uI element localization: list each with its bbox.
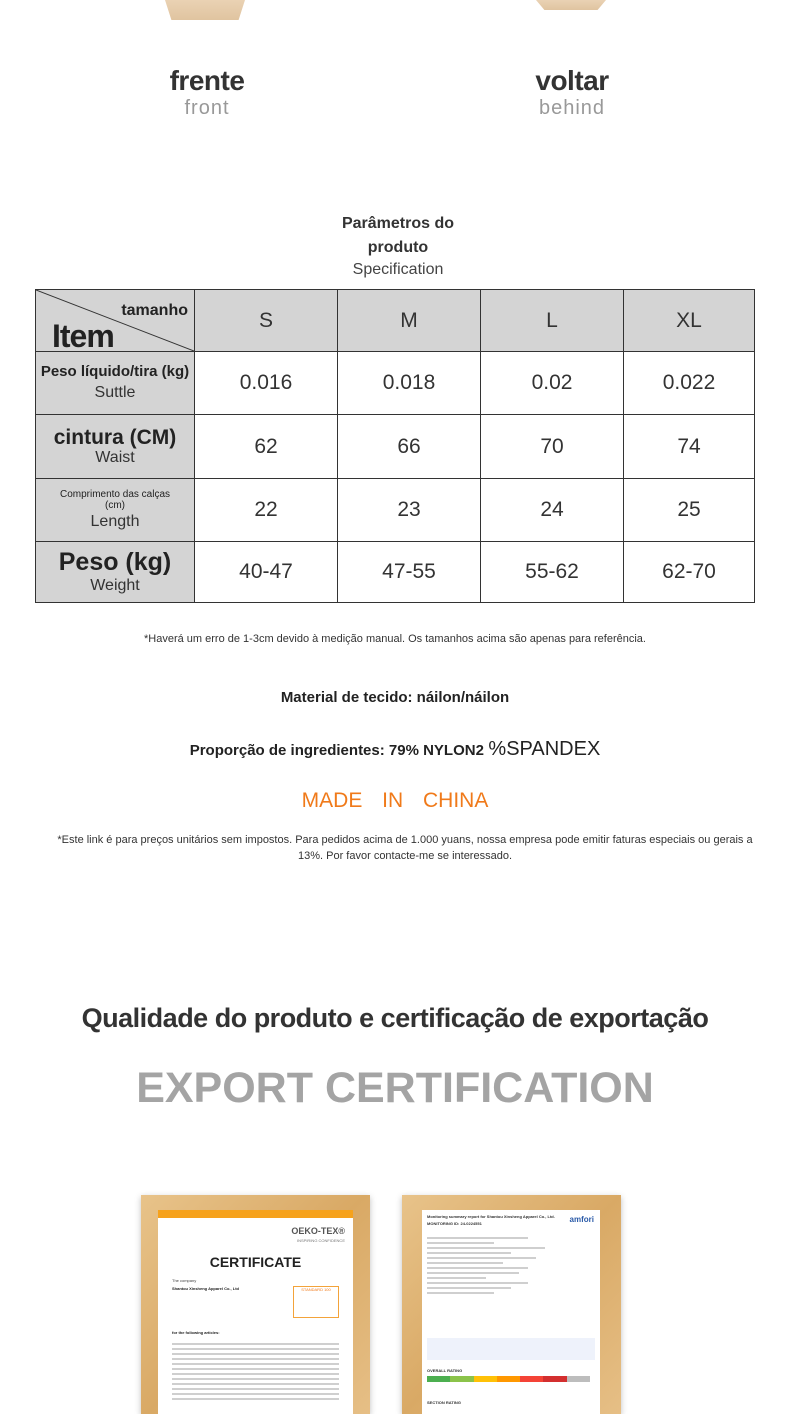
table-cell: 24	[481, 479, 624, 542]
certificate-heading: CERTIFICATE	[209, 1254, 302, 1270]
oekotex-brand: OEKO-TEX®	[291, 1226, 345, 1236]
row-label-waist	[36, 415, 195, 479]
proportion-line	[0, 738, 790, 761]
report-id: MONITORING ID: 24-0224551	[427, 1221, 482, 1226]
table-cell: 62-70	[624, 542, 755, 603]
proportion-en: %SPANDEX	[488, 738, 601, 760]
table-cell: 0.02	[481, 352, 624, 415]
table-row	[36, 542, 755, 603]
row-label-pt: cintura (CM)	[53, 426, 177, 450]
size-header-s: S	[195, 290, 338, 352]
standard-100-badge	[293, 1286, 339, 1318]
rating-scale	[427, 1376, 590, 1382]
oekotex-tagline: INSPIRING CONFIDENCE	[296, 1238, 345, 1243]
size-header-l: L	[481, 290, 624, 352]
report-notice	[427, 1338, 595, 1360]
row-label-pt: Peso líquido/tira (kg)	[40, 362, 190, 380]
invoice-note: *Este link é para preços unitários sem impostos. Para pedidos acima de 1.000 yuans, nossa empresa pode emitir faturas especiais ou gerais a 13%. Por favor contacte-me se interessado.	[57, 834, 753, 862]
back-product-image	[536, 0, 606, 10]
spec-title-pt-1: Parâmetros do	[341, 215, 455, 232]
standard-label: STANDARD 100	[301, 1287, 331, 1292]
table-cell: 23	[338, 479, 481, 542]
back-view-main: voltar	[535, 65, 609, 96]
certificate-body-text	[172, 1340, 339, 1403]
size-table	[35, 289, 755, 603]
export-certification-title: EXPORT CERTIFICATION	[136, 1064, 654, 1112]
section-rating-label: SECTION RATING	[427, 1400, 461, 1405]
certificate-frame-amfori	[402, 1195, 621, 1414]
table-cell: 0.016	[195, 352, 338, 415]
size-header-xl: XL	[624, 290, 755, 352]
row-label-en: Suttle	[94, 384, 136, 402]
row-label-suttle	[36, 352, 195, 415]
size-header-row	[36, 290, 755, 352]
amfori-brand: amfori	[569, 1215, 594, 1224]
corner-cell	[36, 290, 195, 352]
front-view-label	[107, 66, 307, 120]
certificate-paper	[158, 1210, 353, 1414]
row-label-pt: Comprimento das calças (cm)	[59, 489, 171, 512]
certificate-frame-oekotex	[141, 1195, 370, 1414]
table-row	[36, 479, 755, 542]
spec-title-en: Specification	[352, 261, 444, 278]
row-label-en: Length	[90, 513, 140, 531]
front-product-image	[165, 0, 245, 20]
row-label-en: Waist	[95, 449, 135, 467]
row-label-pt: Peso (kg)	[58, 548, 172, 577]
table-cell: 0.018	[338, 352, 481, 415]
report-fields	[427, 1234, 595, 1297]
certificate-top-bar	[158, 1210, 353, 1218]
table-row	[36, 352, 755, 415]
certificate-company-label: The company	[172, 1278, 197, 1283]
certificate-articles-label: for the following articles:	[172, 1330, 220, 1335]
front-view-sub: front	[184, 97, 230, 119]
size-header-m: M	[338, 290, 481, 352]
table-cell: 25	[624, 479, 755, 542]
material-line: Material de tecido: náilon/náilon	[280, 689, 510, 706]
row-label-weight	[36, 542, 195, 603]
table-row	[36, 415, 755, 479]
back-view-label	[472, 66, 672, 120]
proportion-pt: Proporção de ingredientes: 79% NYLON2	[189, 742, 484, 759]
table-cell: 22	[195, 479, 338, 542]
row-label-length	[36, 479, 195, 542]
quality-title: Qualidade do produto e certificação de exportação	[81, 1003, 709, 1033]
table-cell: 47-55	[338, 542, 481, 603]
table-cell: 66	[338, 415, 481, 479]
table-cell: 40-47	[195, 542, 338, 603]
table-cell: 74	[624, 415, 755, 479]
front-view-main: frente	[169, 65, 245, 96]
specification-title	[298, 212, 498, 280]
made-in-china: MADE IN CHINA	[301, 789, 489, 812]
spec-title-pt-2: produto	[367, 239, 429, 256]
overall-rating-label: OVERALL RATING	[427, 1368, 463, 1373]
report-paper	[422, 1210, 600, 1414]
corner-item-label: Item	[52, 318, 114, 354]
certificate-company: Shantou Xinsheng Apparel Co., Ltd	[172, 1286, 239, 1291]
report-title: Monitoring summary report for Shantou Xinsheng Apparel Co., Ltd.	[427, 1214, 555, 1219]
table-cell: 70	[481, 415, 624, 479]
row-label-en: Weight	[90, 576, 140, 594]
corner-size-label: tamanho	[121, 302, 188, 319]
table-cell: 0.022	[624, 352, 755, 415]
table-cell: 62	[195, 415, 338, 479]
back-view-sub: behind	[538, 97, 606, 119]
measurement-note: *Haverá um erro de 1-3cm devido à medição manual. Os tamanhos acima são apenas para referência.	[144, 633, 646, 645]
table-cell: 55-62	[481, 542, 624, 603]
